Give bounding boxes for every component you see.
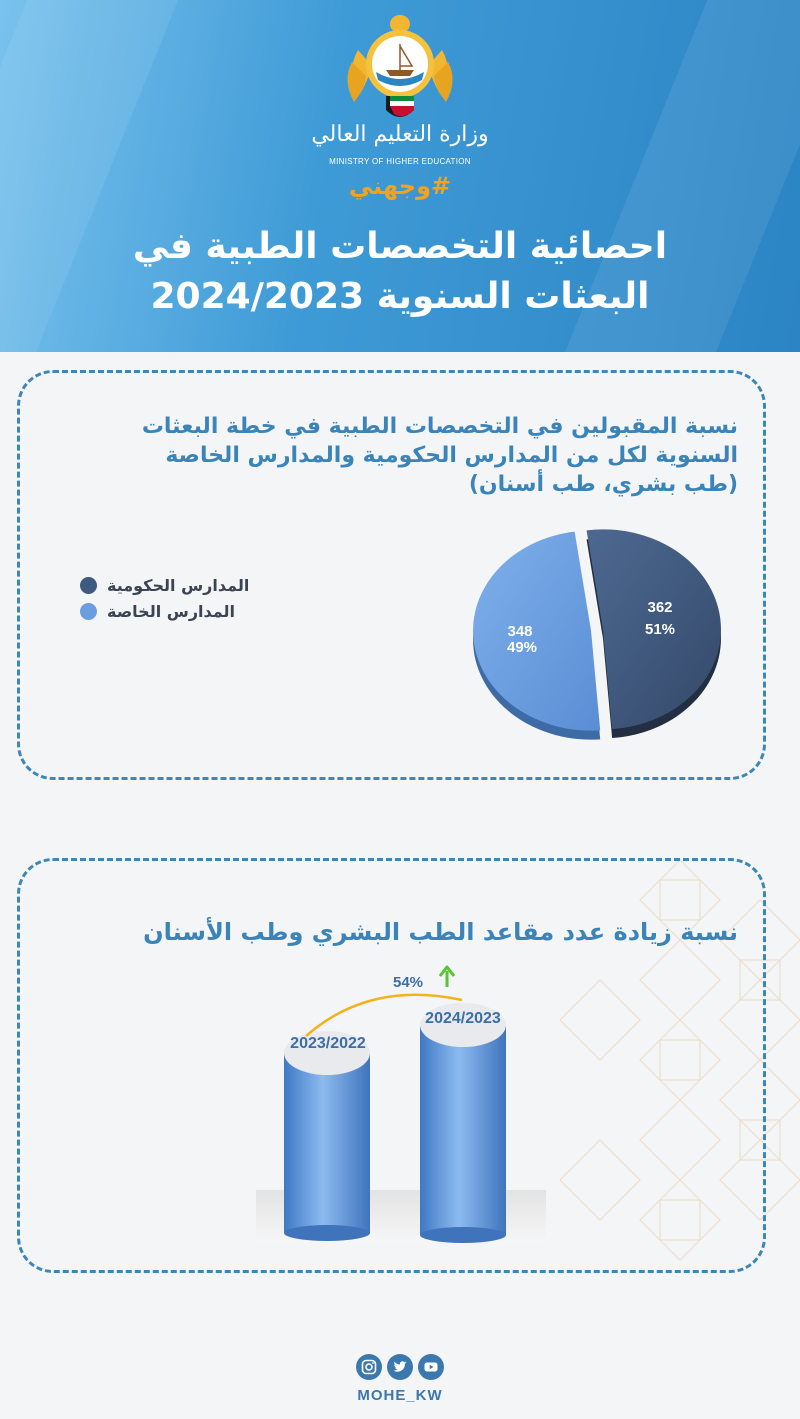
card1-title xyxy=(78,412,738,499)
page-title xyxy=(60,222,740,322)
hashtag: #وجهني xyxy=(348,172,452,200)
cylinder-base xyxy=(420,1227,506,1243)
cylinder-body xyxy=(420,1025,506,1235)
social-icons xyxy=(350,1354,450,1382)
category-label-2023-2022: 2023/2022 xyxy=(290,1035,366,1052)
cylinder-base xyxy=(284,1225,370,1241)
card1-title-line3: (طب بشري، طب أسنان) xyxy=(468,472,738,498)
pie-chart xyxy=(462,518,732,750)
youtube-icon[interactable] xyxy=(418,1354,444,1380)
card2-title: نسبة زيادة عدد مقاعد الطب البشري وطب الأسنان xyxy=(143,917,738,946)
increase-percent: 54% xyxy=(392,974,424,991)
pie-legend xyxy=(80,572,290,624)
instagram-icon[interactable] xyxy=(356,1354,382,1380)
social-handle[interactable]: MOHE_KW xyxy=(357,1387,443,1404)
legend-label-government: المدارس الحكومية xyxy=(107,575,250,595)
kuwait-emblem-icon xyxy=(338,10,462,128)
cylinder-chart xyxy=(240,950,560,1250)
category-label-2024-2023: 2024/2023 xyxy=(425,1010,501,1027)
slice-percent-government: 51% xyxy=(644,621,676,638)
pie-slice-private xyxy=(473,532,600,731)
card1-title-line2: السنوية لكل من المدارس الحكومية والمدارس الخاصة xyxy=(165,443,738,469)
cylinder-2023-2022 xyxy=(284,1031,370,1241)
legend-swatch-private xyxy=(80,603,97,620)
legend-label-private: المدارس الخاصة xyxy=(107,601,235,621)
legend-item-private xyxy=(80,598,290,624)
header-banner xyxy=(0,0,800,352)
slice-percent-private: 49% xyxy=(506,639,538,656)
card1-title-line1: نسبة المقبولين في التخصصات الطبية في خطة البعثات xyxy=(141,414,738,440)
ministry-name-english: MINISTRY OF HIGHER EDUCATION xyxy=(329,157,471,166)
up-arrow-icon xyxy=(440,967,454,987)
slice-value-private: 348 xyxy=(507,623,533,640)
ministry-name-arabic: وزارة التعليم العالي xyxy=(311,122,489,147)
page-title-line1: احصائية التخصصات الطبية في xyxy=(132,226,668,267)
legend-item-government xyxy=(80,572,290,598)
cylinder-body xyxy=(284,1053,370,1233)
page-title-line2: البعثات السنوية 2024/2023 xyxy=(150,276,650,317)
slice-value-government: 362 xyxy=(647,599,673,616)
legend-swatch-government xyxy=(80,577,97,594)
twitter-icon[interactable] xyxy=(387,1354,413,1380)
cylinder-2024-2023 xyxy=(420,1003,506,1243)
